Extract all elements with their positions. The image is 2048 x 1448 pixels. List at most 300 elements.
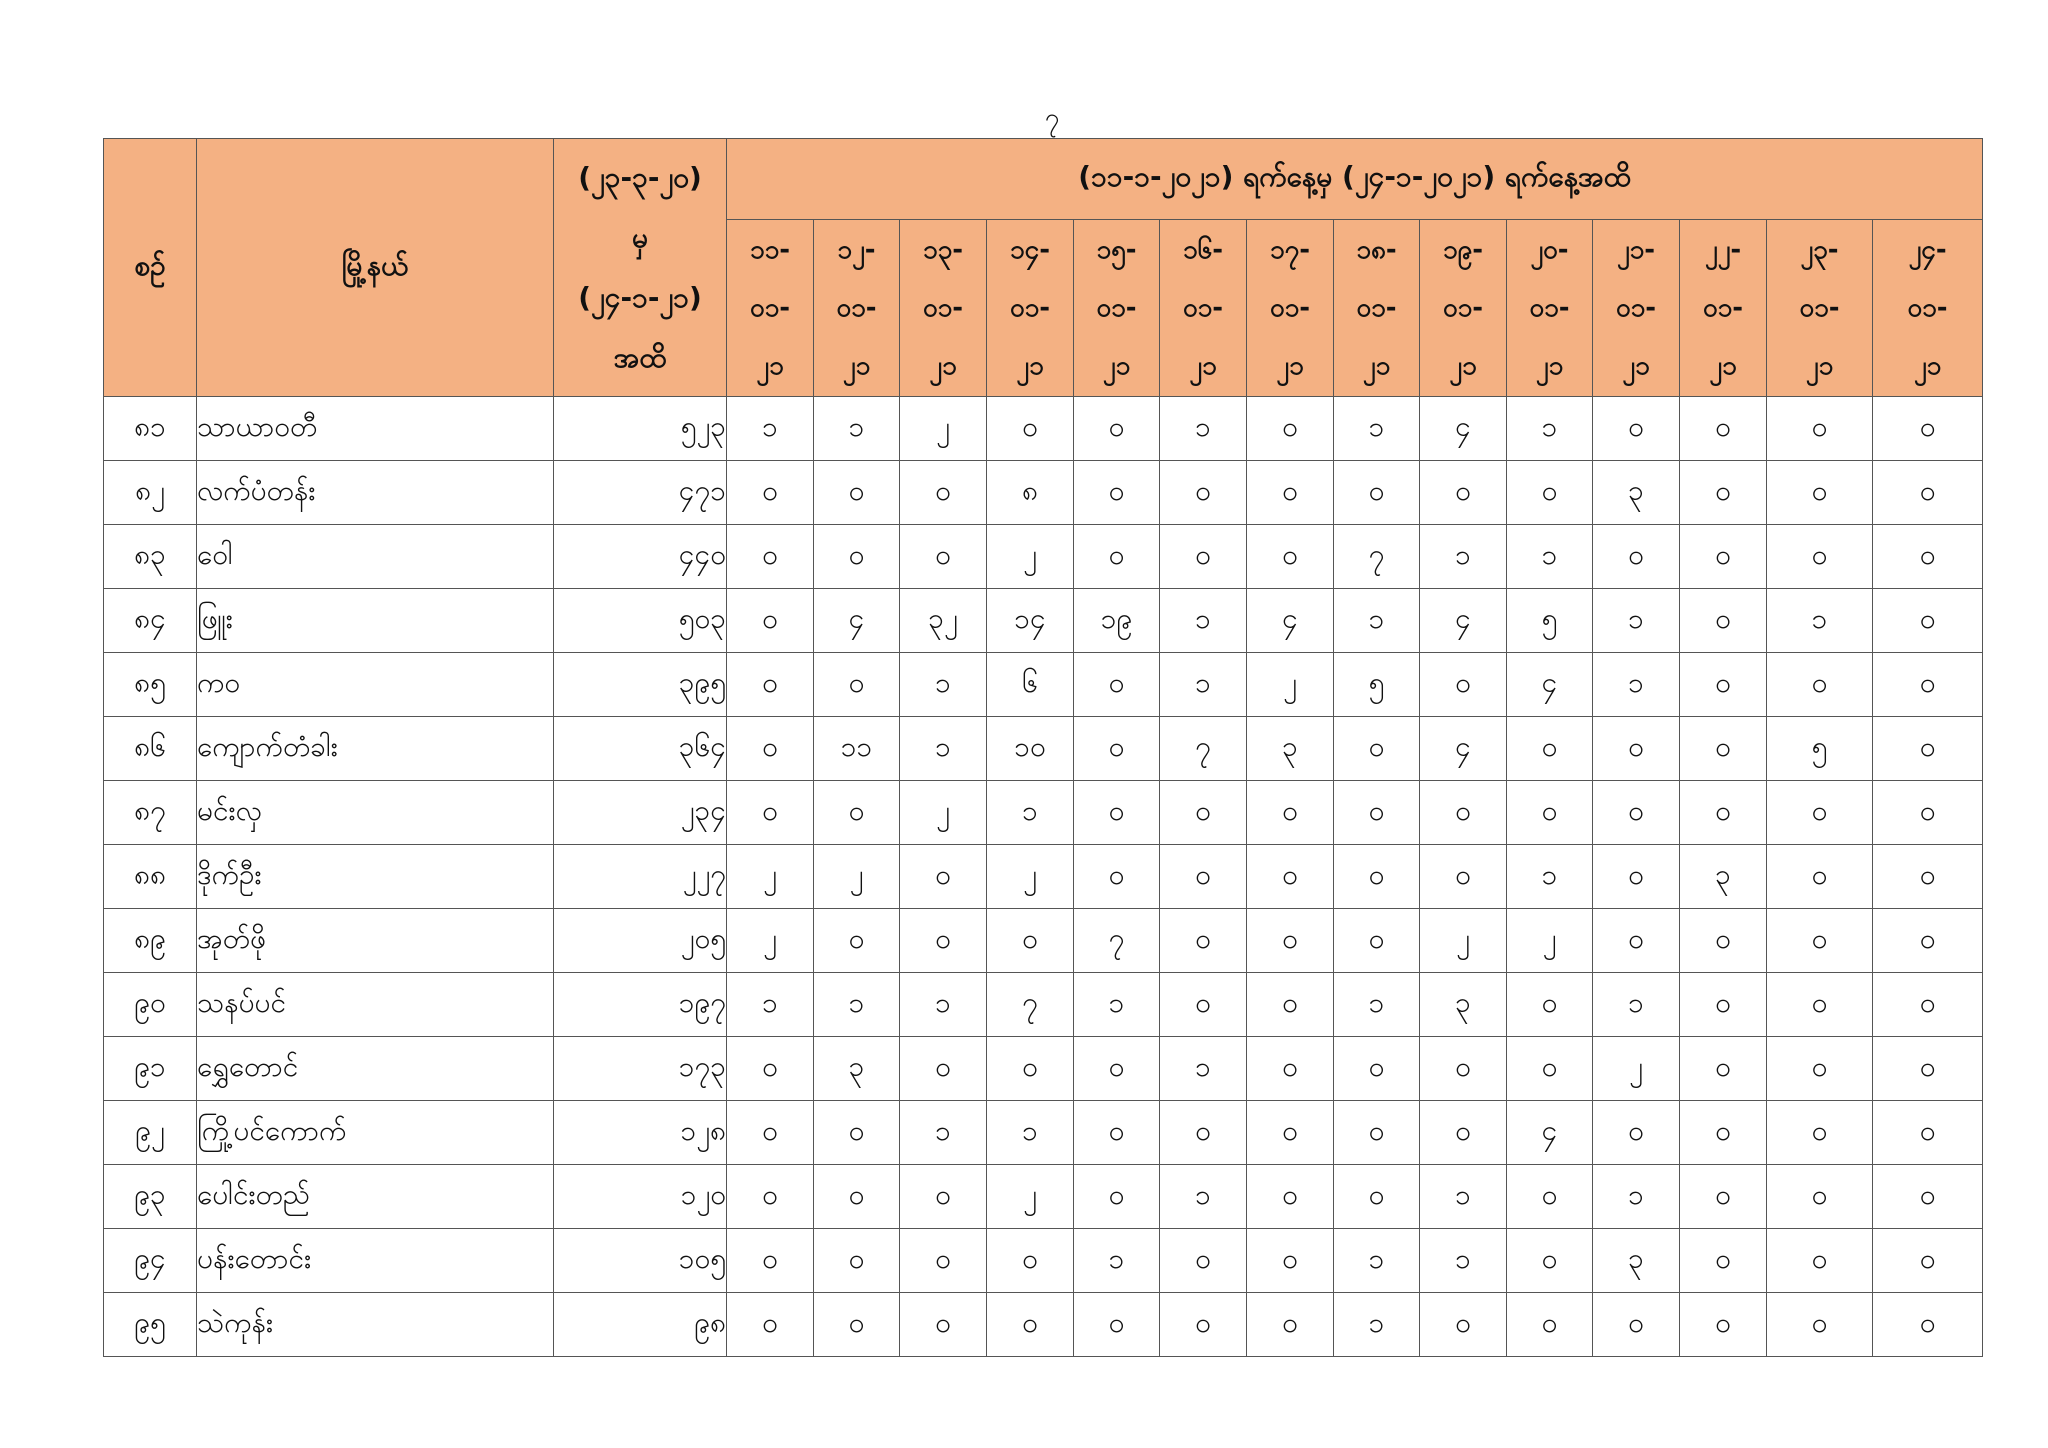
row-daily-value: ၀ <box>1334 781 1420 845</box>
row-daily-value: ၀ <box>1873 397 1983 461</box>
row-daily-value: ၀ <box>1680 781 1767 845</box>
row-total: ၂၂၇ <box>554 845 727 909</box>
row-township: သာယာဝတီ <box>197 397 554 461</box>
date-header <box>1160 220 1247 397</box>
row-daily-value: ၁ <box>1420 1165 1507 1229</box>
date-part: ၂၁ <box>1709 351 1737 381</box>
row-daily-value: ၀ <box>1507 461 1593 525</box>
row-daily-value: ၀ <box>1680 397 1767 461</box>
row-daily-value: ၁၉ <box>1074 589 1160 653</box>
date-part: ၀၁- <box>836 293 877 323</box>
row-daily-value: ၀ <box>1247 909 1334 973</box>
row-serial: ၈၈ <box>104 845 197 909</box>
date-part: ၀၁- <box>1009 293 1051 323</box>
row-daily-value: ၀ <box>1767 909 1873 973</box>
row-daily-value: ၀ <box>1680 1101 1767 1165</box>
row-daily-value: ၀ <box>1873 909 1983 973</box>
date-part: ၂၁ <box>1276 351 1304 381</box>
header-township: မြို့နယ် <box>197 139 554 397</box>
date-part: ၂၁ <box>1362 351 1391 381</box>
row-daily-value: ၀ <box>1247 461 1334 525</box>
row-daily-value: ၀ <box>1680 1165 1767 1229</box>
date-part: ၀၁- <box>1529 293 1570 323</box>
row-daily-value: ၀ <box>900 525 987 589</box>
row-daily-value: ၀ <box>814 909 900 973</box>
row-daily-value: ၀ <box>1334 1101 1420 1165</box>
row-daily-value: ၀ <box>900 1165 987 1229</box>
date-header <box>1680 220 1767 397</box>
row-daily-value: ၁ <box>814 973 900 1037</box>
row-serial: ၉၄ <box>104 1229 197 1293</box>
row-daily-value: ၀ <box>1873 653 1983 717</box>
row-daily-value: ၀ <box>1160 525 1247 589</box>
row-daily-value: ၀ <box>1767 845 1873 909</box>
row-daily-value: ၄ <box>1420 397 1507 461</box>
row-daily-value: ၀ <box>1247 781 1334 845</box>
row-serial: ၈၄ <box>104 589 197 653</box>
row-daily-value: ၀ <box>1247 1293 1334 1357</box>
row-daily-value: ၁ <box>1160 397 1247 461</box>
row-daily-value: ၀ <box>1420 1037 1507 1101</box>
row-daily-value: ၁ <box>900 1101 987 1165</box>
row-daily-value: ၀ <box>1160 1293 1247 1357</box>
row-daily-value: ၀ <box>1247 1101 1334 1165</box>
row-serial: ၈၁ <box>104 397 197 461</box>
row-daily-value: ၁ <box>1334 589 1420 653</box>
row-daily-value: ၅ <box>1507 589 1593 653</box>
row-daily-value: ၂ <box>987 1165 1074 1229</box>
row-daily-value: ၀ <box>1507 1229 1593 1293</box>
row-serial: ၈၉ <box>104 909 197 973</box>
row-daily-value: ၅ <box>1767 717 1873 781</box>
row-daily-value: ၄ <box>1507 1101 1593 1165</box>
row-daily-value: ၁ <box>1334 1229 1420 1293</box>
date-part: ၂၄- <box>1908 235 1947 265</box>
row-daily-value: ၀ <box>814 1293 900 1357</box>
date-part: ၀၁- <box>1356 293 1397 323</box>
row-daily-value: ၁ <box>900 973 987 1037</box>
row-serial: ၈၅ <box>104 653 197 717</box>
row-daily-value: ၁ <box>1507 525 1593 589</box>
row-daily-value: ၆ <box>987 653 1074 717</box>
row-daily-value: ၁ <box>1160 1165 1247 1229</box>
row-total: ၂၃၄ <box>554 781 727 845</box>
row-daily-value: ၀ <box>727 461 814 525</box>
table-row <box>104 909 1983 973</box>
date-part: ၁၂- <box>837 235 876 265</box>
period-line: မှ <box>632 220 648 254</box>
row-daily-value: ၁ <box>1074 1229 1160 1293</box>
row-daily-value: ၁ <box>1507 397 1593 461</box>
row-daily-value: ၀ <box>1873 1037 1983 1101</box>
row-daily-value: ၀ <box>1873 1293 1983 1357</box>
row-daily-value: ၇ <box>1334 525 1420 589</box>
date-part: ၂၁ <box>1016 351 1044 381</box>
row-daily-value: ၀ <box>1334 461 1420 525</box>
date-part: ၂၃- <box>1800 235 1839 265</box>
row-township: ကဝ <box>197 653 554 717</box>
row-daily-value: ၀ <box>1593 845 1680 909</box>
row-daily-value: ၀ <box>727 653 814 717</box>
date-part: ၂၁ <box>1535 351 1564 381</box>
row-serial: ၈၃ <box>104 525 197 589</box>
date-part: ၂၁ <box>929 351 957 381</box>
row-township: ပန်းတောင်း <box>197 1229 554 1293</box>
row-daily-value: ၀ <box>987 397 1074 461</box>
row-daily-value: ၀ <box>1420 653 1507 717</box>
row-daily-value: ၁ <box>1593 973 1680 1037</box>
row-daily-value: ၀ <box>1873 461 1983 525</box>
row-total: ၁၉၇ <box>554 973 727 1037</box>
row-daily-value: ၀ <box>1074 1101 1160 1165</box>
row-township: ကြို့ပင်ကောက် <box>197 1101 554 1165</box>
row-daily-value: ၄ <box>1420 589 1507 653</box>
row-daily-value: ၀ <box>1593 397 1680 461</box>
row-total: ၁၇၃ <box>554 1037 727 1101</box>
row-daily-value: ၀ <box>1873 781 1983 845</box>
date-part: ၁၄- <box>1009 235 1051 265</box>
row-total: ၉၈ <box>554 1293 727 1357</box>
date-part: ၁၁- <box>749 235 791 265</box>
row-daily-value: ၀ <box>1160 909 1247 973</box>
date-part: ၁၇- <box>1269 235 1311 265</box>
date-part: ၀၁- <box>1442 293 1484 323</box>
date-part: ၁၃- <box>922 235 964 265</box>
row-daily-value: ၀ <box>900 1293 987 1357</box>
row-daily-value: ၃ <box>1247 717 1334 781</box>
row-daily-value: ၀ <box>1680 973 1767 1037</box>
date-part: ၀၁- <box>1702 293 1744 323</box>
row-total: ၂၀၅ <box>554 909 727 973</box>
date-header <box>727 220 814 397</box>
row-daily-value: ၃ <box>1593 461 1680 525</box>
row-daily-value: ၀ <box>727 781 814 845</box>
row-total: ၁၂၀ <box>554 1165 727 1229</box>
row-daily-value: ၀ <box>1593 1101 1680 1165</box>
row-daily-value: ၀ <box>1074 1293 1160 1357</box>
date-part: ၁၆- <box>1182 235 1224 265</box>
row-daily-value: ၀ <box>1247 1037 1334 1101</box>
date-part: ၂၁- <box>1616 235 1656 265</box>
row-daily-value: ၁ <box>987 781 1074 845</box>
row-daily-value: ၁ <box>900 717 987 781</box>
row-daily-value: ၀ <box>1160 461 1247 525</box>
row-daily-value: ၅ <box>1334 653 1420 717</box>
row-daily-value: ၀ <box>1767 1101 1873 1165</box>
table-row <box>104 781 1983 845</box>
row-daily-value: ၂ <box>1593 1037 1680 1101</box>
row-daily-value: ၀ <box>1507 973 1593 1037</box>
date-part: ၁၅- <box>1096 235 1137 265</box>
row-daily-value: ၀ <box>1420 1293 1507 1357</box>
date-part: ၁၈- <box>1356 235 1397 265</box>
table-row <box>104 973 1983 1037</box>
row-daily-value: ၀ <box>1074 525 1160 589</box>
table-row <box>104 717 1983 781</box>
table-row <box>104 397 1983 461</box>
row-daily-value: ၈ <box>987 461 1074 525</box>
row-township: ရွှေတောင် <box>197 1037 554 1101</box>
row-daily-value: ၁ <box>814 397 900 461</box>
row-daily-value: ၁ <box>1160 653 1247 717</box>
row-daily-value: ၀ <box>727 589 814 653</box>
row-serial: ၉၂ <box>104 1101 197 1165</box>
date-header <box>1247 220 1334 397</box>
row-daily-value: ၀ <box>1074 1165 1160 1229</box>
row-daily-value: ၇ <box>1160 717 1247 781</box>
period-line: (၂၃-၃-၂၀) <box>578 160 702 194</box>
row-daily-value: ၀ <box>1873 1165 1983 1229</box>
township-cases-table <box>103 138 1983 1357</box>
row-total: ၃၆၄ <box>554 717 727 781</box>
row-daily-value: ၀ <box>1593 781 1680 845</box>
row-daily-value: ၀ <box>1160 973 1247 1037</box>
row-daily-value: ၀ <box>1767 461 1873 525</box>
row-total: ၅၀၃ <box>554 589 727 653</box>
date-part: ၀၁- <box>1269 293 1311 323</box>
row-daily-value: ၄ <box>814 589 900 653</box>
row-daily-value: ၄ <box>1507 653 1593 717</box>
table-row <box>104 1037 1983 1101</box>
row-daily-value: ၀ <box>1680 909 1767 973</box>
row-daily-value: ၀ <box>1593 909 1680 973</box>
row-daily-value: ၀ <box>987 1037 1074 1101</box>
row-serial: ၈၆ <box>104 717 197 781</box>
row-daily-value: ၀ <box>1767 1165 1873 1229</box>
row-daily-value: ၀ <box>1507 1293 1593 1357</box>
row-daily-value: ၀ <box>1680 1037 1767 1101</box>
row-daily-value: ၁ <box>1074 973 1160 1037</box>
page-number: ၇ <box>1044 103 1060 133</box>
row-daily-value: ၀ <box>1074 461 1160 525</box>
row-daily-value: ၀ <box>1873 525 1983 589</box>
row-daily-value: ၀ <box>727 717 814 781</box>
row-daily-value: ၁ <box>1334 1293 1420 1357</box>
row-daily-value: ၀ <box>987 1229 1074 1293</box>
row-daily-value: ၀ <box>1160 781 1247 845</box>
date-part: ၂၁ <box>1805 351 1834 381</box>
row-township: သနပ်ပင် <box>197 973 554 1037</box>
row-total: ၁၀၅ <box>554 1229 727 1293</box>
row-daily-value: ၁ <box>900 653 987 717</box>
table-row <box>104 653 1983 717</box>
row-daily-value: ၂ <box>987 525 1074 589</box>
row-daily-value: ၀ <box>1507 781 1593 845</box>
date-part: ၂၁ <box>1622 351 1650 381</box>
date-header <box>814 220 900 397</box>
row-daily-value: ၀ <box>1680 1229 1767 1293</box>
row-township: လက်ပံတန်း <box>197 461 554 525</box>
row-township: ကျောက်တံခါး <box>197 717 554 781</box>
table-row <box>104 589 1983 653</box>
row-daily-value: ၇ <box>1074 909 1160 973</box>
row-daily-value: ၀ <box>1420 1101 1507 1165</box>
date-header <box>1420 220 1507 397</box>
row-daily-value: ၀ <box>1247 1165 1334 1229</box>
row-daily-value: ၀ <box>1593 525 1680 589</box>
row-daily-value: ၂ <box>814 845 900 909</box>
date-part: ၀၁- <box>1615 293 1657 323</box>
date-part: ၂၁ <box>1189 351 1217 381</box>
table-row <box>104 1165 1983 1229</box>
row-daily-value: ၀ <box>727 1229 814 1293</box>
date-part: ၂၁ <box>1913 351 1942 381</box>
row-daily-value: ၀ <box>1680 653 1767 717</box>
header-total-period <box>554 139 727 397</box>
row-township: အုတ်ဖို <box>197 909 554 973</box>
row-daily-value: ၀ <box>1767 1037 1873 1101</box>
date-header <box>1767 220 1873 397</box>
date-header <box>987 220 1074 397</box>
row-daily-value: ၀ <box>1160 845 1247 909</box>
row-total: ၃၉၅ <box>554 653 727 717</box>
row-serial: ၉၃ <box>104 1165 197 1229</box>
row-daily-value: ၁ <box>1593 1165 1680 1229</box>
row-serial: ၈၇ <box>104 781 197 845</box>
table-row <box>104 845 1983 909</box>
row-daily-value: ၁ <box>1334 973 1420 1037</box>
row-township: ဒိုက်ဦး <box>197 845 554 909</box>
row-daily-value: ၄ <box>1420 717 1507 781</box>
row-daily-value: ၀ <box>1507 1165 1593 1229</box>
row-daily-value: ၂ <box>987 845 1074 909</box>
row-daily-value: ၀ <box>987 909 1074 973</box>
row-daily-value: ၀ <box>1160 1101 1247 1165</box>
date-part: ၀၁- <box>1182 293 1224 323</box>
row-daily-value: ၀ <box>814 781 900 845</box>
date-header <box>1507 220 1593 397</box>
row-daily-value: ၁ <box>727 397 814 461</box>
row-daily-value: ၂ <box>727 845 814 909</box>
row-daily-value: ၀ <box>1507 1037 1593 1101</box>
row-daily-value: ၀ <box>900 909 987 973</box>
row-daily-value: ၀ <box>1247 397 1334 461</box>
row-daily-value: ၁ <box>1593 589 1680 653</box>
row-daily-value: ၀ <box>1074 781 1160 845</box>
row-daily-value: ၀ <box>1334 1165 1420 1229</box>
row-daily-value: ၀ <box>1767 653 1873 717</box>
row-daily-value: ၀ <box>1074 845 1160 909</box>
row-daily-value: ၁ <box>727 973 814 1037</box>
row-serial: ၉၅ <box>104 1293 197 1357</box>
row-daily-value: ၃၂ <box>900 589 987 653</box>
row-daily-value: ၀ <box>1420 845 1507 909</box>
row-daily-value: ၀ <box>1767 1229 1873 1293</box>
row-daily-value: ၁ <box>1420 525 1507 589</box>
row-daily-value: ၀ <box>1767 973 1873 1037</box>
row-daily-value: ၀ <box>1247 845 1334 909</box>
date-part: ၀၁- <box>1907 293 1948 323</box>
date-part: ၂၀- <box>1530 235 1569 265</box>
row-daily-value: ၀ <box>1767 397 1873 461</box>
row-daily-value: ၀ <box>1873 845 1983 909</box>
table-row <box>104 1101 1983 1165</box>
date-part: ၂၁ <box>756 351 784 381</box>
date-header <box>1593 220 1680 397</box>
row-daily-value: ၀ <box>900 1229 987 1293</box>
row-daily-value: ၀ <box>814 461 900 525</box>
table-row <box>104 1293 1983 1357</box>
row-township: ဖြူး <box>197 589 554 653</box>
row-daily-value: ၂ <box>900 397 987 461</box>
period-line: (၂၄-၁-၂၁) <box>578 280 702 314</box>
row-daily-value: ၀ <box>987 1293 1074 1357</box>
row-daily-value: ၀ <box>1873 1229 1983 1293</box>
header-range-title: (၁၁-၁-၂၀၂၁) ရက်နေ့မှ (၂၄-၁-၂၀၂၁) ရက်နေ့အထိ <box>727 139 1983 220</box>
row-daily-value: ၀ <box>1334 909 1420 973</box>
row-daily-value: ၀ <box>814 525 900 589</box>
row-daily-value: ၀ <box>1593 1293 1680 1357</box>
date-part: ၂၁ <box>842 351 871 381</box>
row-serial: ၈၂ <box>104 461 197 525</box>
row-daily-value: ၀ <box>727 1165 814 1229</box>
row-total: ၄၄၀ <box>554 525 727 589</box>
header-serial: စဥ် <box>104 139 197 397</box>
row-daily-value: ၀ <box>1680 1293 1767 1357</box>
row-daily-value: ၂ <box>1507 909 1593 973</box>
row-daily-value: ၀ <box>1767 1293 1873 1357</box>
period-line: အထိ <box>613 340 667 374</box>
row-daily-value: ၁ <box>1334 397 1420 461</box>
row-total: ၁၂၈ <box>554 1101 727 1165</box>
row-township: ပေါင်းတည် <box>197 1165 554 1229</box>
date-part: ၂၁ <box>1449 351 1477 381</box>
row-daily-value: ၁ <box>1160 589 1247 653</box>
row-daily-value: ၃ <box>1593 1229 1680 1293</box>
row-daily-value: ၀ <box>1873 973 1983 1037</box>
row-daily-value: ၀ <box>1247 525 1334 589</box>
row-daily-value: ၀ <box>1247 973 1334 1037</box>
row-township: သဲကုန်း <box>197 1293 554 1357</box>
row-daily-value: ၀ <box>814 653 900 717</box>
row-daily-value: ၀ <box>1074 653 1160 717</box>
row-daily-value: ၀ <box>814 1165 900 1229</box>
row-daily-value: ၁၀ <box>987 717 1074 781</box>
row-daily-value: ၀ <box>1680 717 1767 781</box>
row-daily-value: ၂ <box>727 909 814 973</box>
row-daily-value: ၁ <box>1593 653 1680 717</box>
row-daily-value: ၀ <box>1767 781 1873 845</box>
table-row <box>104 525 1983 589</box>
row-daily-value: ၀ <box>727 1101 814 1165</box>
row-daily-value: ၁ <box>1160 1037 1247 1101</box>
date-header <box>1074 220 1160 397</box>
row-daily-value: ၀ <box>1873 589 1983 653</box>
date-part: ၀၁- <box>749 293 791 323</box>
row-daily-value: ၀ <box>1334 1037 1420 1101</box>
row-daily-value: ၁ <box>1767 589 1873 653</box>
row-daily-value: ၀ <box>1420 781 1507 845</box>
row-daily-value: ၀ <box>727 525 814 589</box>
row-daily-value: ၀ <box>1873 717 1983 781</box>
row-daily-value: ၁၁ <box>814 717 900 781</box>
row-daily-value: ၀ <box>900 461 987 525</box>
row-daily-value: ၁ <box>1507 845 1593 909</box>
date-part: ၀၁- <box>922 293 964 323</box>
row-daily-value: ၀ <box>1334 717 1420 781</box>
row-daily-value: ၀ <box>1680 589 1767 653</box>
row-daily-value: ၀ <box>1334 845 1420 909</box>
date-part: ၂၁ <box>1102 351 1131 381</box>
date-part: ၂၂- <box>1704 235 1742 265</box>
row-daily-value: ၀ <box>1873 1101 1983 1165</box>
row-daily-value: ၀ <box>814 1229 900 1293</box>
row-daily-value: ၂ <box>1420 909 1507 973</box>
row-daily-value: ၀ <box>1074 1037 1160 1101</box>
date-part: ၁၉- <box>1442 235 1484 265</box>
table-row <box>104 1229 1983 1293</box>
row-daily-value: ၀ <box>814 1101 900 1165</box>
